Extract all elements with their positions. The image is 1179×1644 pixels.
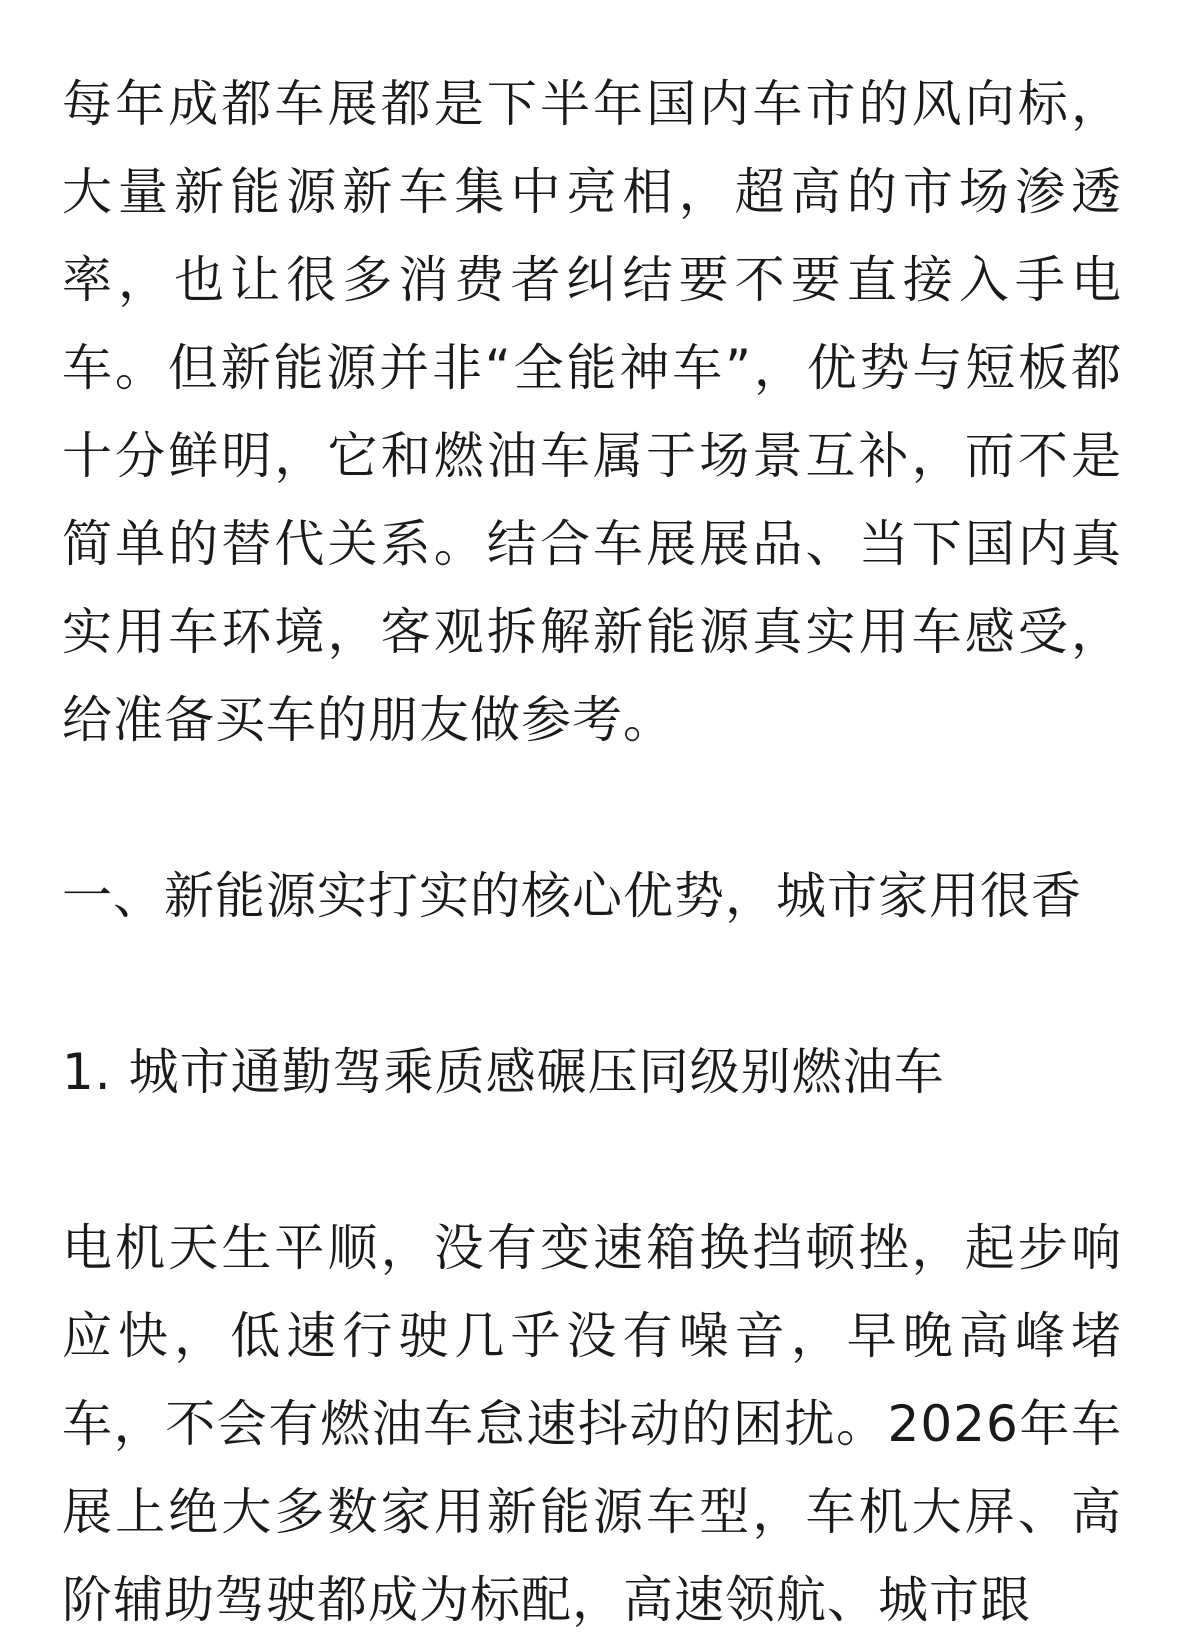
paragraph-spacer: [62, 1116, 1122, 1204]
intro-paragraph: 每年成都车展都是下半年国内车市的风向标，大量新能源新车集中亮相，超高的市场渗透率，也让很多消费者纠结要不要直接入手电车。但新能源并非“全能神车”，优势与短板都十分鲜明，它和燃油车属于场景互补，而不是简单的替代关系。结合车展展品、当下国内真实用车环境，客观拆解新能源真实用车感受，给准备买车的朋友做参考。: [62, 75, 1122, 749]
section-heading: 一、新能源实打实的核心优势，城市家用很香: [62, 867, 1082, 925]
paragraph-spacer: [62, 764, 1122, 852]
article-body: [62, 60, 1122, 1644]
subsection-heading: 1. 城市通勤驾乘质感碾压同级别燃油车: [62, 1043, 945, 1101]
body-paragraph: 电机天生平顺，没有变速箱换挡顿挫，起步响应快，低速行驶几乎没有噪音，早晚高峰堵车，不会有燃油车怠速抖动的困扰。2026年车展上绝大多数家用新能源车型，车机大屏、高阶辅助驾驶都成为标配，高速领航、城市跟: [62, 1219, 1122, 1629]
paragraph-spacer: [62, 940, 1122, 1028]
